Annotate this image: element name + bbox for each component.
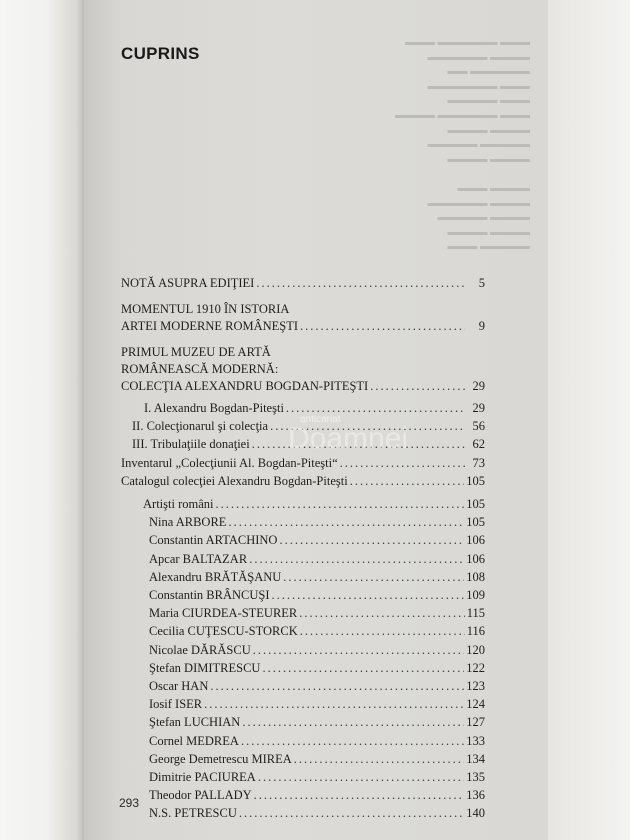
toc-artist-entry — [149, 697, 485, 712]
toc-artist-entry — [149, 515, 485, 530]
show-through-texture: ▬▬▬ ▬▬▬▬▬▬ ▬▬▬ ▬▬▬▬ ▬▬▬▬▬▬ ▬▬▬▬▬▬ ▬▬ ▬▬▬ ▬▬▬▬▬▬▬ ▬▬▬ ▬▬▬▬▬ ▬▬▬ ▬▬▬▬▬▬ ▬▬▬▬ ▬▬▬▬ ▬▬▬▬ ▬▬▬▬▬ ▬▬▬▬▬ ▬▬▬▬ ▬▬▬▬ ▬▬▬▬ ▬▬▬ ▬▬▬▬ ▬▬▬▬▬▬ ▬▬▬▬ ▬▬▬▬▬ ▬▬▬▬ ▬▬▬▬ ▬▬▬▬▬ ▬▬▬ — [395, 37, 530, 253]
toc-entry-page: 108 — [466, 569, 485, 584]
leader-dots — [228, 515, 464, 530]
toc-entry-page: 122 — [466, 660, 485, 675]
toc-entry-label: Ştefan DIMITRESCU — [149, 660, 261, 675]
leader-dots — [254, 788, 465, 803]
toc-title: CUPRINS — [121, 44, 200, 63]
leader-dots — [253, 643, 465, 658]
toc-entry — [121, 276, 485, 291]
toc-entry-page: 120 — [466, 642, 485, 657]
toc-entry-label: Theodor PALLADY — [149, 788, 252, 803]
toc-artist-entry — [149, 570, 485, 585]
toc-artist-entry — [149, 752, 485, 767]
toc-entry-page: 29 — [472, 379, 485, 393]
toc-entry-label: George Demetrescu MIREA — [149, 751, 292, 766]
toc-entry-label: NOTĂ ASUPRA EDIŢIEI — [121, 276, 255, 290]
toc-entry-page: 106 — [466, 533, 485, 548]
toc-entry-label: Ştefan LUCHIAN — [149, 715, 241, 730]
toc-entry-label: Constantin BRÂNCUŞI — [149, 588, 270, 602]
toc-entry-label: COLECŢIA ALEXANDRU BOGDAN-PITEŞTI — [121, 379, 369, 393]
leader-dots — [294, 752, 464, 767]
toc-entry-label: Dimitrie PACIUREA — [149, 770, 256, 784]
toc-artist-entry — [149, 679, 485, 694]
toc-entry-page: 109 — [466, 588, 485, 602]
leader-dots — [256, 276, 465, 291]
toc-entry-page: 105 — [466, 497, 485, 511]
leader-dots — [299, 606, 464, 621]
toc-entry-page: 105 — [466, 515, 485, 530]
toc-entry-label: Cecilia CUŢESCU-STORCK — [149, 624, 298, 639]
toc-entry — [121, 379, 485, 394]
leader-dots — [262, 661, 464, 676]
toc-entry-label: Inventarul „Colecţiunii Al. Bogdan-Piteşti“ — [121, 456, 338, 470]
watermark-small: anticariat — [300, 414, 341, 425]
toc-artist-entry — [149, 788, 485, 803]
leader-dots — [283, 570, 464, 585]
toc-entry-label: Apcar BALTAZAR — [149, 551, 248, 566]
toc-entry-page: 134 — [466, 751, 485, 766]
leader-dots — [239, 806, 464, 821]
leader-dots — [350, 474, 465, 489]
toc-entry-page: 62 — [472, 437, 485, 451]
toc-entry-heading-line: MOMENTUL 1910 ÎN ISTORIA — [121, 302, 290, 316]
toc-artist-entry — [149, 606, 485, 621]
toc-entry-label: I. Alexandru Bogdan-Piteşti — [144, 401, 284, 415]
toc-entry-page: 105 — [466, 474, 485, 488]
toc-entry-label: Iosif ISER — [149, 697, 203, 712]
toc-entry-page: 116 — [466, 624, 485, 639]
toc-entry-label: Artişti români — [143, 497, 214, 511]
toc-entry-label: N.S. PETRESCU — [149, 806, 237, 821]
toc-entry-page: 140 — [466, 806, 485, 821]
toc-artist-entry — [149, 552, 485, 567]
toc-entry-label: Oscar HAN — [149, 679, 209, 693]
toc-entry-label: ARTEI MODERNE ROMÂNEŞTI — [121, 319, 299, 333]
toc-artist-entry — [149, 661, 485, 676]
toc-entry-page: 135 — [466, 770, 485, 784]
toc-entry-label: Catalogul colecţiei Alexandru Bogdan-Piteşti — [121, 474, 348, 488]
leader-dots — [210, 679, 464, 694]
toc-artist-entry — [149, 588, 485, 603]
toc-entry-page: 123 — [466, 679, 485, 693]
toc-entry-label: Alexandru BRĂTĂŞANU — [149, 569, 282, 584]
leader-dots — [272, 588, 465, 603]
toc-entry-page: 133 — [466, 733, 485, 748]
watermark-logo: Doamnei — [288, 422, 409, 455]
leader-dots — [370, 379, 465, 394]
toc-entry-page: 106 — [466, 551, 485, 566]
toc-artist-entry — [149, 715, 485, 730]
toc-entry-page: 9 — [478, 319, 485, 333]
toc-entry-label: III. Tribulaţiile donaţiei — [132, 437, 250, 451]
toc-artist-entry — [149, 624, 485, 639]
toc-entry-label: Nicolae DĂRĂSCU — [149, 642, 251, 657]
leader-dots — [340, 456, 465, 471]
toc-entry-label: II. Colecţionarul şi colecţia — [132, 419, 269, 433]
toc-artist-entry — [149, 770, 485, 785]
toc-entry — [121, 456, 485, 471]
toc-entry-page: 124 — [466, 697, 485, 712]
leader-dots — [242, 715, 464, 730]
toc-entry-label: Cornel MEDREA — [149, 733, 239, 748]
toc-entry-label: Nina ARBORE — [149, 515, 227, 530]
toc-entry-page: 136 — [466, 788, 485, 803]
toc-entry-page: 115 — [466, 606, 485, 621]
page-number: 293 — [119, 796, 140, 810]
toc-entry — [121, 319, 485, 334]
leader-dots — [249, 552, 464, 567]
toc-entry-heading-line: PRIMUL MUZEU DE ARTĂ — [121, 345, 271, 359]
leader-dots — [300, 624, 465, 639]
leader-dots — [279, 533, 464, 548]
toc-subheading — [143, 497, 485, 512]
leader-dots — [258, 770, 464, 785]
toc-entry-page: 56 — [472, 419, 485, 433]
toc-entry-label: Maria CIURDEA-STEURER — [149, 606, 298, 621]
toc-entry-page: 29 — [472, 401, 485, 415]
toc-artist-entry — [149, 734, 485, 749]
toc-entry-page: 73 — [472, 456, 485, 470]
toc-entry-page: 5 — [478, 276, 485, 290]
toc-entry-page: 127 — [466, 715, 485, 730]
leader-dots — [300, 319, 465, 334]
toc-artist-entry — [149, 533, 485, 548]
toc-artist-entry — [149, 806, 485, 821]
leader-dots — [215, 497, 464, 512]
toc-entry-label: Constantin ARTACHINO — [149, 533, 278, 548]
toc-entry — [121, 474, 485, 489]
toc-artist-entry — [149, 643, 485, 658]
toc-entry-heading-line: ROMÂNEASCĂ MODERNĂ: — [121, 362, 279, 376]
leader-dots — [204, 697, 464, 712]
leader-dots — [241, 734, 464, 749]
